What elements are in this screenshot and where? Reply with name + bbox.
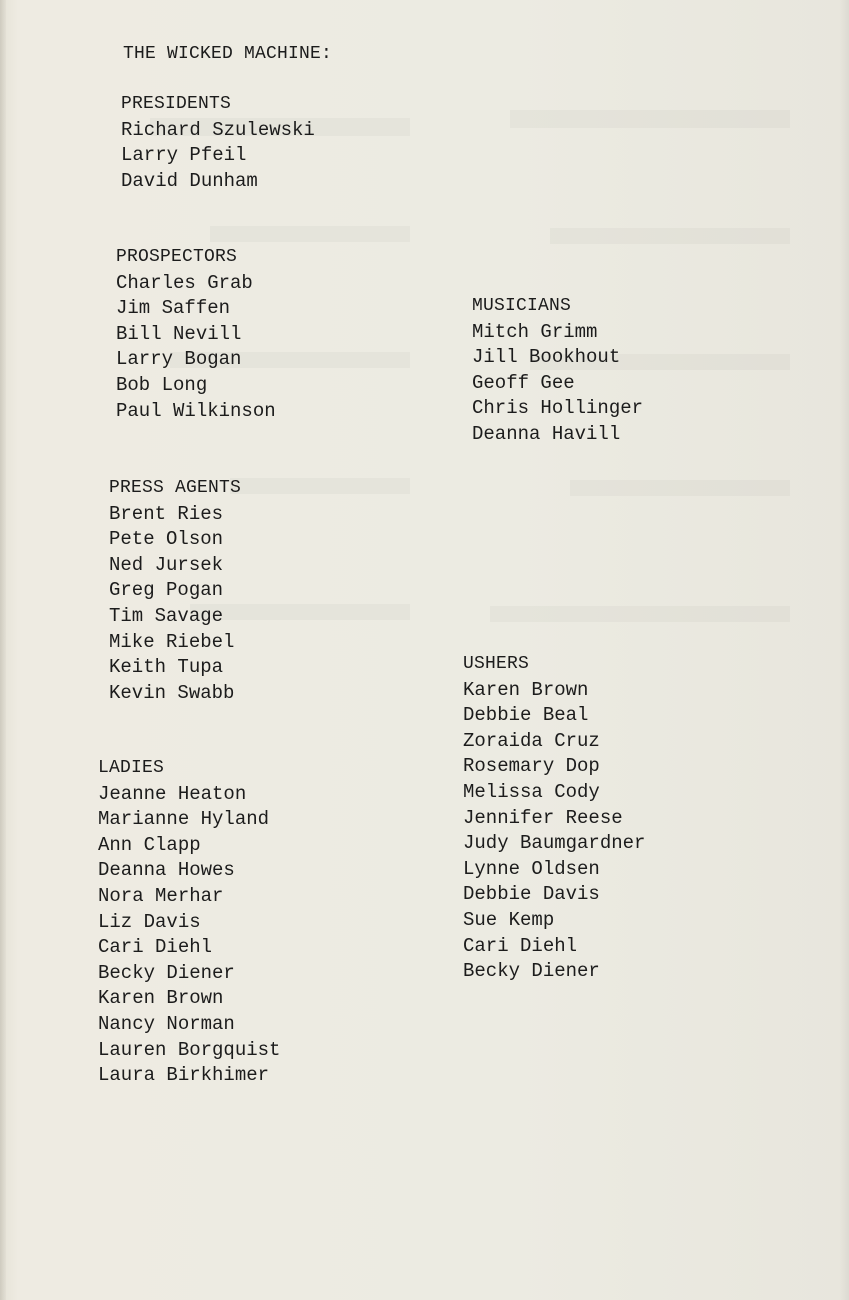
cast-name: Deanna Howes: [98, 859, 235, 882]
cast-name: Bob Long: [116, 373, 208, 396]
cast-name: Lauren Borgquist: [98, 1038, 281, 1061]
cast-name: Marianne Hyland: [98, 808, 270, 831]
cast-name: Pete Olson: [109, 528, 224, 551]
section-presidents: [121, 92, 315, 194]
cast-name: Tim Savage: [109, 604, 224, 627]
cast-name: Bill Nevill: [116, 322, 242, 345]
cast-name: Nancy Norman: [98, 1012, 235, 1035]
page-title: THE WICKED MACHINE:: [123, 44, 333, 64]
cast-name: Laura Birkhimer: [98, 1064, 270, 1087]
cast-name: Cari Diehl: [463, 934, 578, 957]
cast-name: Becky Diener: [98, 961, 235, 984]
section-press-agents: [109, 476, 241, 706]
cast-name: Chris Hollinger: [472, 397, 644, 420]
cast-name: Jim Saffen: [116, 297, 231, 320]
cast-name: Mitch Grimm: [472, 320, 598, 343]
cast-name: Jeanne Heaton: [98, 782, 247, 805]
cast-name: Richard Szulewski: [121, 118, 315, 141]
section-prospectors: [116, 245, 276, 424]
cast-name: Karen Brown: [98, 987, 224, 1010]
cast-name: Judy Baumgardner: [463, 832, 646, 855]
page-spine: [0, 0, 6, 1300]
section-musicians: [472, 294, 643, 448]
section-heading: MUSICIANS: [472, 296, 572, 316]
cast-name: Jill Bookhout: [472, 346, 621, 369]
cast-name: Debbie Davis: [463, 883, 600, 906]
cast-name: Sue Kemp: [463, 908, 555, 931]
cast-name: Ann Clapp: [98, 833, 201, 856]
section-ushers: [463, 652, 645, 985]
section-ladies: [98, 756, 280, 1089]
section-heading: PROSPECTORS: [116, 247, 238, 267]
section-heading: PRESIDENTS: [121, 94, 232, 114]
page-edge-shadow: [839, 0, 849, 1300]
cast-name: Cari Diehl: [98, 936, 213, 959]
cast-name: Charles Grab: [116, 271, 253, 294]
cast-name: Liz Davis: [98, 910, 201, 933]
section-heading: USHERS: [463, 654, 530, 674]
section-heading: PRESS AGENTS: [109, 478, 242, 498]
cast-name: Greg Pogan: [109, 579, 224, 602]
cast-name: Melissa Cody: [463, 780, 600, 803]
cast-name: Lynne Oldsen: [463, 857, 600, 880]
section-heading: LADIES: [98, 758, 165, 778]
cast-name: David Dunham: [121, 169, 258, 192]
cast-name: Rosemary Dop: [463, 755, 600, 778]
cast-name: Karen Brown: [463, 678, 589, 701]
cast-name: Nora Merhar: [98, 884, 224, 907]
cast-name: Kevin Swabb: [109, 681, 235, 704]
cast-name: Zoraida Cruz: [463, 729, 600, 752]
cast-name: Keith Tupa: [109, 656, 224, 679]
cast-name: Mike Riebel: [109, 630, 235, 653]
cast-name: Deanna Havill: [472, 422, 621, 445]
cast-name: Larry Pfeil: [121, 144, 247, 167]
cast-name: Geoff Gee: [472, 371, 575, 394]
cast-name: Ned Jursek: [109, 553, 224, 576]
cast-name: Larry Bogan: [116, 348, 242, 371]
cast-name: Jennifer Reese: [463, 806, 623, 829]
cast-name: Becky Diener: [463, 960, 600, 983]
cast-name: Debbie Beal: [463, 704, 589, 727]
cast-name: Paul Wilkinson: [116, 399, 276, 422]
show-through-texture-right: [450, 60, 790, 1210]
cast-name: Brent Ries: [109, 502, 224, 525]
